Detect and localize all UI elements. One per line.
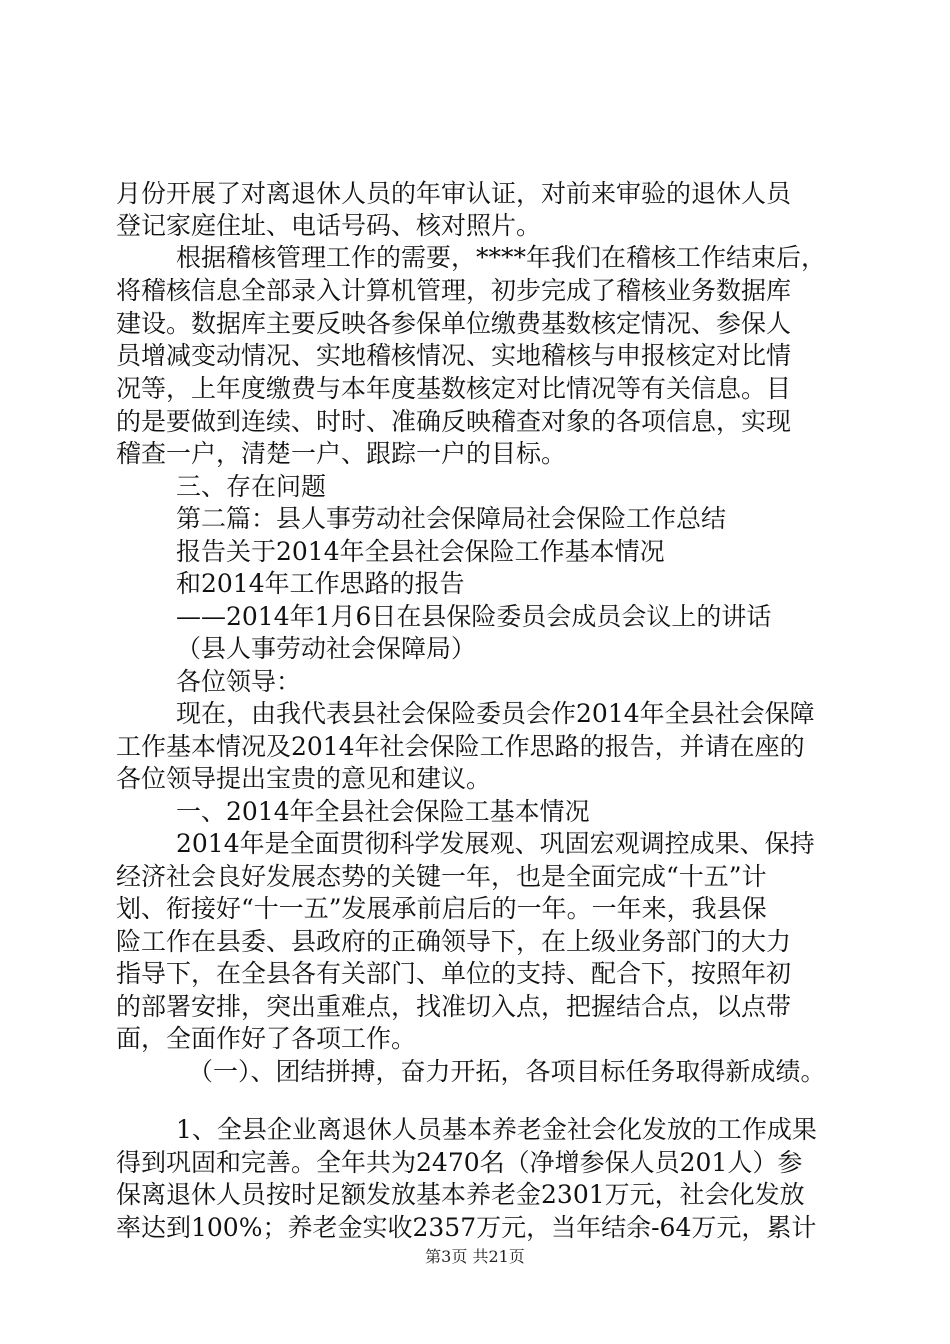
paragraph-line: 月份开展了对离退休人员的年审认证，对前来审验的退休人员: [116, 179, 792, 208]
paragraph-line: 员增减变动情况、实地稽核情况、实地稽核与申报核定对比情: [116, 341, 792, 370]
paragraph-line: 建设。数据库主要反映各参保单位缴费基数核定情况、参保人: [116, 309, 792, 338]
page-number: 第3页 共21页: [425, 1247, 525, 1266]
paragraph-line: 面，全面作好了各项工作。: [116, 1024, 417, 1053]
paragraph-line: 得到巩固和完善。全年共为2470名（净增参保人员201人）参: [116, 1148, 803, 1177]
paragraph-line: 险工作在县委、县政府的正确领导下，在上级业务部门的大力: [116, 927, 792, 956]
chapter-title: 第二篇：县人事劳动社会保障局社会保险工作总结: [176, 504, 727, 533]
paragraph-line: 况等，上年度缴费与本年度基数核定对比情况等有关信息。目: [116, 374, 792, 403]
paragraph-line: 现在，由我代表县社会保险委员会作2014年全县社会保障: [176, 699, 815, 728]
report-subtitle: ——2014年1月6日在县保险委员会成员会议上的讲话: [176, 602, 772, 631]
paragraph-line: 1、全县企业离退休人员基本养老金社会化发放的工作成果: [176, 1115, 817, 1144]
paragraph-line: 各位领导提出宝贵的意见和建议。: [116, 764, 492, 793]
salutation: 各位领导：: [176, 667, 302, 696]
paragraph-line: 指导下，在全县各有关部门、单位的支持、配合下，按照年初: [116, 959, 792, 988]
paragraph-line: 将稽核信息全部录入计算机管理，初步完成了稽核业务数据库: [116, 276, 792, 305]
paragraph-line: 保离退休人员按时足额发放基本养老金2301万元，社会化发放: [116, 1180, 805, 1209]
paragraph-line: 经济社会良好发展态势的关键一年，也是全面完成“十五”计: [116, 862, 767, 891]
paragraph-line: 率达到100%；养老金实收2357万元，当年结余-64万元，累计: [116, 1213, 817, 1242]
report-title-line: 报告关于2014年全县社会保险工作基本情况: [176, 537, 665, 566]
paragraph-line: 登记家庭住址、电话号码、核对照片。: [116, 211, 542, 240]
subsection-heading: （一）、团结拼搏，奋力开拓，各项目标任务取得新成绩。: [188, 1057, 826, 1086]
paragraph-line: 的是要做到连续、时时、准确反映稽查对象的各项信息，实现: [116, 407, 792, 436]
paragraph-line: 工作基本情况及2014年社会保险工作思路的报告，并请在座的: [116, 732, 805, 761]
paragraph-line: 的部署安排，突出重难点，找准切入点，把握结合点，以点带: [116, 992, 792, 1021]
section-heading: 一、2014年全县社会保险工基本情况: [176, 797, 590, 826]
report-author: （县人事劳动社会保障局）: [176, 634, 477, 663]
section-heading: 三、存在问题: [176, 472, 327, 501]
paragraph-line: 划、衔接好“十一五”发展承前启后的一年。一年来，我县保: [116, 894, 767, 923]
report-title-line: 和2014年工作思路的报告: [176, 569, 465, 598]
paragraph-line: 根据稽核管理工作的需要，****年我们在稽核工作结束后，: [176, 243, 827, 272]
paragraph-line: 2014年是全面贯彻科学发展观、巩固宏观调控成果、保持: [176, 829, 815, 858]
paragraph-line: 稽查一户，清楚一户、跟踪一户的目标。: [116, 439, 567, 468]
